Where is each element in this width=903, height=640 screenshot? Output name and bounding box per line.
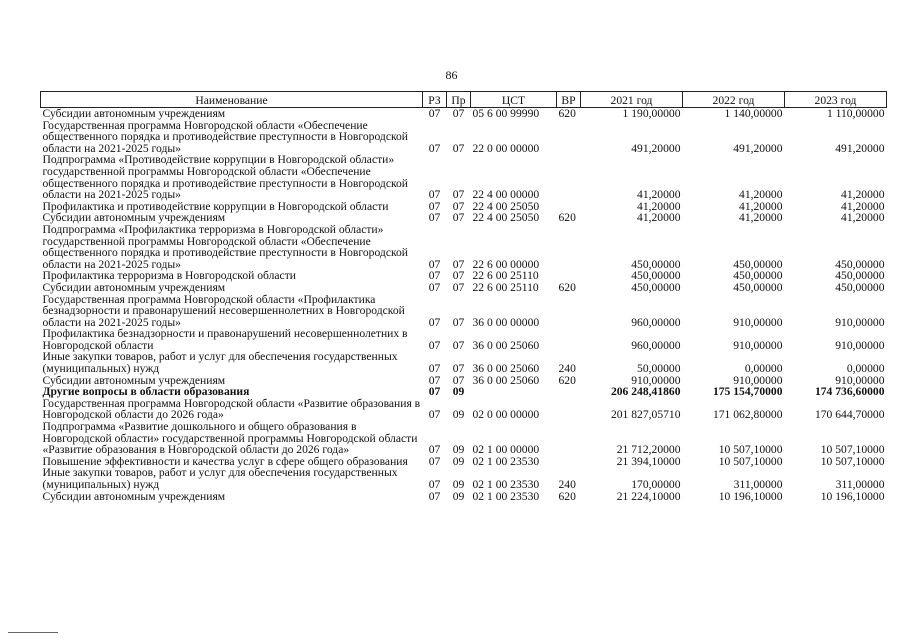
table-row bbox=[41, 328, 887, 351]
row-value-2021: 450,00000 bbox=[631, 280, 681, 294]
row-value-2023: 41,20000 bbox=[841, 188, 885, 202]
row-name: Субсидии автономным учреждениям bbox=[42, 211, 226, 225]
header-2022: 2022 год bbox=[683, 92, 785, 108]
row-value-2023: 491,20000 bbox=[835, 141, 885, 155]
row-value-2021: 41,20000 bbox=[637, 211, 681, 225]
row-value-2023: 910,00000 bbox=[835, 315, 885, 329]
row-name: Иные закупки товаров, работ и услуг для обеспечения государственных (муниципальных) нужд bbox=[42, 350, 398, 376]
row-rz: 07 bbox=[428, 373, 441, 387]
header-vr: ВР bbox=[557, 92, 581, 108]
row-value-2021: 21 224,10000 bbox=[616, 489, 681, 503]
row-pr: 09 bbox=[452, 385, 465, 399]
row-cst: 22 6 00 00000 bbox=[472, 257, 540, 271]
row-value-2021: 450,00000 bbox=[631, 257, 681, 271]
row-rz: 07 bbox=[428, 188, 441, 202]
row-pr: 07 bbox=[452, 257, 465, 271]
row-value-2023: 10 507,10000 bbox=[820, 454, 885, 468]
row-rz: 07 bbox=[428, 338, 441, 352]
row-vr bbox=[557, 398, 581, 421]
row-value-2021: 41,20000 bbox=[637, 199, 681, 213]
row-pr: 09 bbox=[452, 408, 465, 422]
row-value-2021: 170,00000 bbox=[631, 478, 681, 491]
row-cst: 02 1 00 23530 bbox=[472, 454, 540, 468]
row-value-2022: 41,20000 bbox=[739, 188, 783, 202]
row-value-2021: 960,00000 bbox=[631, 315, 681, 329]
row-cst: 36 0 00 00000 bbox=[472, 315, 540, 329]
row-pr: 09 bbox=[452, 443, 465, 457]
row-value-2022: 450,00000 bbox=[733, 280, 783, 294]
row-cst: 22 0 00 00000 bbox=[472, 141, 540, 155]
row-name: Подпрограмма «Профилактика терроризма в Новгородской области» государственной программы Новгородской области «Обеспечение общественного порядка и противодействие преступности в Новгородской области на 2021-2025 годы» bbox=[42, 222, 409, 271]
row-vr bbox=[557, 456, 581, 468]
budget-table bbox=[40, 91, 887, 502]
row-rz: 07 bbox=[428, 107, 441, 120]
row-vr: 240 bbox=[558, 362, 576, 376]
row-rz: 07 bbox=[428, 199, 441, 213]
header-rz: РЗ bbox=[423, 92, 447, 108]
row-cst: 22 6 00 25110 bbox=[472, 280, 539, 294]
row-value-2023: 910,00000 bbox=[835, 373, 885, 387]
row-rz: 07 bbox=[428, 269, 441, 283]
row-pr: 07 bbox=[452, 373, 465, 387]
row-value-2022: 10 196,10000 bbox=[718, 489, 783, 503]
header-name: Наименование bbox=[41, 92, 423, 108]
row-value-2022: 41,20000 bbox=[739, 199, 783, 213]
row-vr bbox=[557, 421, 581, 456]
table-row bbox=[41, 224, 887, 270]
row-name: Профилактика безнадзорности и правонарушений несовершеннолетних в Новгородской области bbox=[42, 327, 408, 352]
row-cst: 02 1 00 23530 bbox=[472, 478, 540, 491]
row-pr: 07 bbox=[452, 269, 465, 283]
row-pr: 09 bbox=[452, 454, 465, 468]
row-vr: 620 bbox=[558, 280, 576, 294]
row-pr: 07 bbox=[452, 362, 465, 376]
row-cst: 36 0 00 25060 bbox=[472, 362, 540, 376]
row-value-2022: 450,00000 bbox=[733, 257, 783, 271]
row-value-2023: 174 736,60000 bbox=[814, 385, 885, 399]
row-pr: 07 bbox=[452, 199, 465, 213]
row-vr bbox=[557, 386, 581, 398]
table-header-row bbox=[41, 92, 887, 108]
row-pr: 09 bbox=[452, 478, 465, 491]
row-rz: 07 bbox=[428, 257, 441, 271]
table-row bbox=[41, 351, 887, 374]
row-rz: 07 bbox=[428, 362, 441, 376]
row-cst: 02 1 00 00000 bbox=[472, 443, 540, 457]
row-value-2023: 41,20000 bbox=[841, 211, 885, 225]
row-vr bbox=[557, 154, 581, 200]
row-value-2021: 201 827,05710 bbox=[610, 408, 681, 422]
page-number: 86 bbox=[445, 68, 458, 82]
row-value-2023: 10 507,10000 bbox=[820, 443, 885, 457]
row-pr: 07 bbox=[452, 280, 465, 294]
table-row bbox=[41, 120, 887, 155]
row-value-2023: 910,00000 bbox=[835, 338, 885, 352]
row-name: Субсидии автономным учреждениям bbox=[42, 489, 226, 503]
row-rz: 07 bbox=[428, 315, 441, 329]
table-row bbox=[41, 398, 887, 421]
row-name: Государственная программа Новгородской области «Развитие образования в Новгородской области до 2026 года» bbox=[42, 396, 421, 422]
table-row bbox=[41, 421, 887, 456]
row-value-2022: 1 140,00000 bbox=[724, 107, 783, 120]
row-rz: 07 bbox=[428, 489, 441, 503]
row-vr bbox=[557, 294, 581, 329]
row-value-2023: 450,00000 bbox=[835, 269, 885, 283]
row-value-2022: 10 507,10000 bbox=[718, 443, 783, 457]
row-name: Профилактика терроризма в Новгородской области bbox=[42, 269, 296, 283]
row-value-2023: 311,00000 bbox=[835, 478, 885, 491]
row-name: Государственная программа Новгородской области «Обеспечение общественного порядка и противодействие преступности в Новгородской области на 2021-2025 годы» bbox=[42, 118, 409, 155]
row-pr: 07 bbox=[452, 211, 465, 225]
table-row bbox=[41, 491, 887, 503]
row-rz: 07 bbox=[428, 454, 441, 468]
row-cst: 02 0 00 00000 bbox=[472, 408, 540, 422]
header-pr: Пр bbox=[447, 92, 471, 108]
row-cst: 02 1 00 23530 bbox=[472, 489, 540, 503]
row-value-2023: 10 196,10000 bbox=[820, 489, 885, 503]
row-value-2022: 10 507,10000 bbox=[718, 454, 783, 468]
header-2021: 2021 год bbox=[581, 92, 683, 108]
row-value-2022: 491,20000 bbox=[733, 141, 783, 155]
table-row bbox=[41, 154, 887, 200]
row-name: Субсидии автономным учреждениям bbox=[42, 107, 226, 120]
row-name: Субсидии автономным учреждениям bbox=[42, 280, 226, 294]
row-value-2023: 450,00000 bbox=[835, 257, 885, 271]
row-rz: 07 bbox=[428, 211, 441, 225]
row-name: Иные закупки товаров, работ и услуг для обеспечения государственных (муниципальных) нужд bbox=[42, 466, 398, 491]
row-pr: 07 bbox=[452, 315, 465, 329]
row-name: Государственная программа Новгородской области «Профилактика безнадзорности и правонарушений несовершеннолетних в Новгородской области на 2021-2025 годы» bbox=[42, 292, 405, 329]
row-vr: 620 bbox=[558, 373, 576, 387]
row-vr bbox=[557, 224, 581, 270]
row-value-2022: 910,00000 bbox=[733, 373, 783, 387]
row-cst: 22 4 00 25050 bbox=[472, 199, 540, 213]
row-value-2023: 1 110,00000 bbox=[826, 107, 885, 120]
row-value-2021: 50,00000 bbox=[637, 362, 681, 376]
row-pr: 07 bbox=[452, 188, 465, 202]
row-value-2021: 450,00000 bbox=[631, 269, 681, 283]
row-vr bbox=[557, 328, 581, 351]
row-value-2022: 910,00000 bbox=[733, 338, 783, 352]
row-cst: 22 6 00 25110 bbox=[472, 269, 539, 283]
row-vr: 240 bbox=[558, 478, 576, 491]
row-rz: 07 bbox=[428, 478, 441, 491]
table-row bbox=[41, 282, 887, 294]
header-cst: ЦСТ bbox=[471, 92, 557, 108]
row-cst: 22 4 00 25050 bbox=[472, 211, 540, 225]
table-row bbox=[41, 108, 887, 120]
row-value-2022: 311,00000 bbox=[733, 478, 783, 491]
row-value-2022: 41,20000 bbox=[739, 211, 783, 225]
row-value-2022: 910,00000 bbox=[733, 315, 783, 329]
row-name: Другие вопросы в области образования bbox=[42, 385, 250, 399]
row-cst: 36 0 00 25060 bbox=[472, 338, 540, 352]
row-name: Подпрограмма «Противодействие коррупции в Новгородской области» государственной программы Новгородской области «Обеспечение общественного порядка и противодействие преступности в Новгородской области на 2021-2025 годы» bbox=[42, 153, 409, 202]
row-rz: 07 bbox=[428, 443, 441, 457]
row-value-2021: 21 394,10000 bbox=[616, 454, 681, 468]
row-value-2023: 41,20000 bbox=[841, 199, 885, 213]
row-value-2021: 206 248,41860 bbox=[610, 385, 681, 399]
table-row bbox=[41, 294, 887, 329]
row-name: Подпрограмма «Развитие дошкольного и общего образования в Новгородской области» государственной программы Новгородской области «Развитие образования в Новгородской области до 2026 года» bbox=[42, 420, 418, 457]
row-name: Субсидии автономным учреждениям bbox=[42, 373, 226, 387]
row-pr: 07 bbox=[452, 141, 465, 155]
row-value-2021: 1 190,00000 bbox=[622, 107, 681, 120]
row-value-2021: 910,00000 bbox=[631, 373, 681, 387]
row-value-2022: 175 154,70000 bbox=[712, 385, 783, 399]
row-value-2021: 41,20000 bbox=[637, 188, 681, 202]
table-body bbox=[41, 108, 887, 503]
footer-divider bbox=[8, 632, 58, 633]
row-pr: 09 bbox=[452, 489, 465, 503]
row-rz: 07 bbox=[428, 141, 441, 155]
row-value-2022: 450,00000 bbox=[733, 269, 783, 283]
row-value-2023: 170 644,70000 bbox=[814, 408, 885, 422]
row-vr: 620 bbox=[558, 211, 576, 225]
row-vr: 620 bbox=[558, 489, 576, 503]
row-rz: 07 bbox=[428, 280, 441, 294]
row-name: Профилактика и противодействие коррупции в Новгородской области bbox=[42, 199, 389, 213]
row-value-2023: 0,00000 bbox=[846, 362, 885, 376]
row-pr: 07 bbox=[452, 107, 465, 120]
row-value-2023: 450,00000 bbox=[835, 280, 885, 294]
table-row bbox=[41, 467, 887, 490]
row-rz: 07 bbox=[428, 408, 441, 422]
row-value-2022: 171 062,80000 bbox=[712, 408, 783, 422]
row-pr: 07 bbox=[452, 338, 465, 352]
row-cst: 05 6 00 99990 bbox=[472, 107, 540, 120]
header-2023: 2023 год bbox=[785, 92, 887, 108]
row-value-2021: 491,20000 bbox=[631, 141, 681, 155]
row-value-2021: 960,00000 bbox=[631, 338, 681, 352]
row-cst: 22 4 00 00000 bbox=[472, 188, 540, 202]
row-cst bbox=[471, 386, 557, 398]
row-value-2021: 21 712,20000 bbox=[616, 443, 681, 457]
row-rz: 07 bbox=[428, 385, 441, 399]
row-vr: 620 bbox=[558, 107, 576, 120]
row-value-2022: 0,00000 bbox=[744, 362, 783, 376]
row-cst: 36 0 00 25060 bbox=[472, 373, 540, 387]
row-name: Повышение эффективности и качества услуг в сфере общего образования bbox=[42, 454, 408, 468]
row-vr bbox=[557, 120, 581, 155]
